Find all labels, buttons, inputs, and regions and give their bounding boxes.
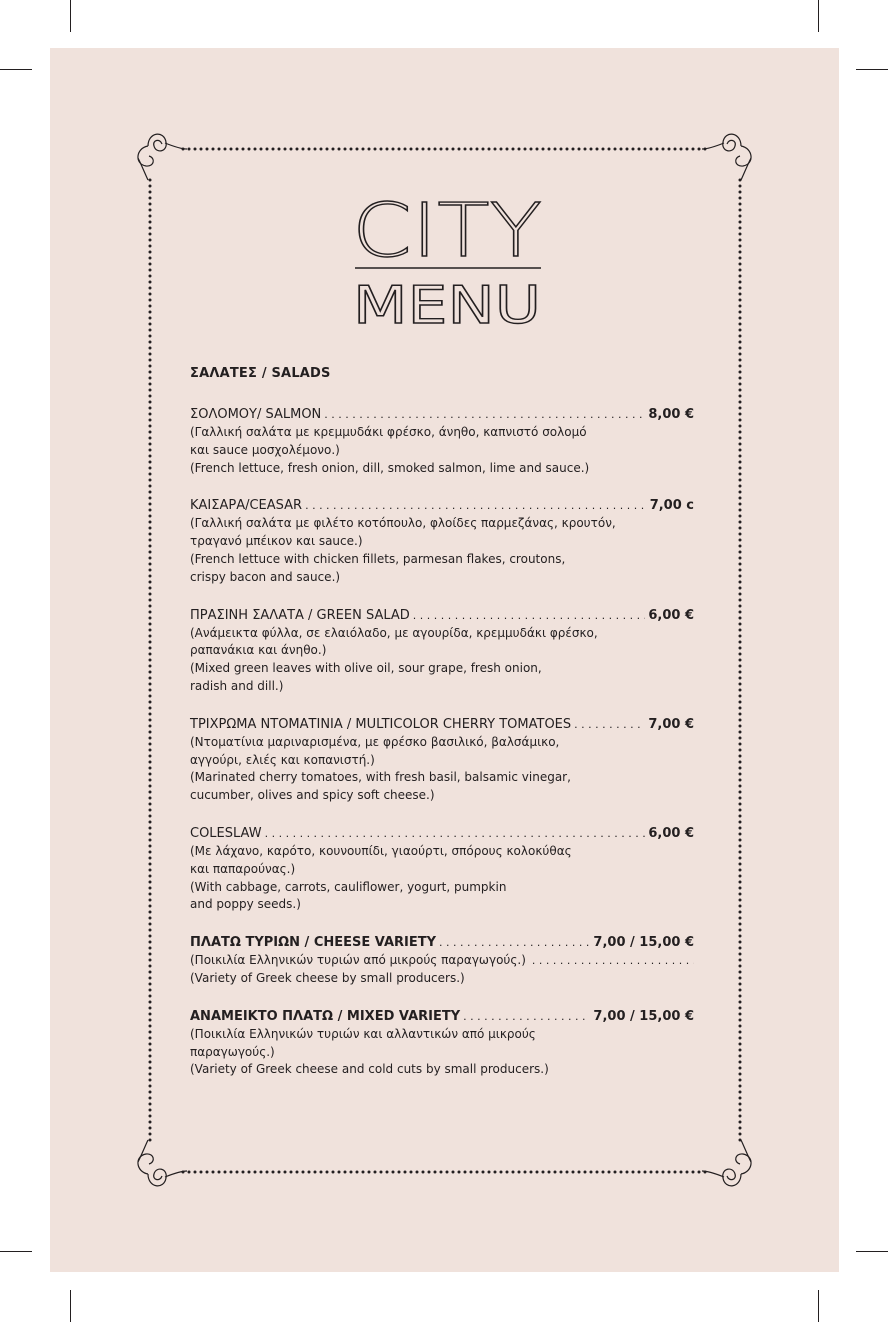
- item-desc-gr: ραπανάκια και άνηθο.): [190, 643, 327, 658]
- corner-flourish-icon: [702, 134, 751, 180]
- leader-dots: [439, 934, 590, 952]
- item-desc-en: and poppy seeds.): [190, 897, 301, 912]
- item-desc-gr: (Ποικιλία Ελληνικών τυριών από μικρούς παραγωγούς.): [190, 953, 526, 968]
- corner-flourish-icon: [138, 1140, 187, 1186]
- item-desc-en: radish and dill.): [190, 678, 284, 693]
- item-desc-gr: (Ντοματίνια μαριναρισμένα, με φρέσκο βασιλικό, βαλσάμικο,: [190, 734, 560, 749]
- menu-content: [190, 366, 694, 1099]
- crop-mark: [818, 1290, 819, 1322]
- city-menu-logo: [345, 192, 550, 332]
- crop-mark: [70, 1290, 71, 1322]
- leader-dots: [265, 825, 646, 843]
- crop-mark: [818, 0, 819, 32]
- item-desc-en: (Variety of Greek cheese by small producers.): [190, 970, 465, 985]
- leader-dots: [413, 607, 646, 625]
- menu-item: [190, 934, 694, 988]
- leader-dots: [324, 406, 645, 424]
- corner-flourish-icon: [138, 134, 187, 180]
- logo-line2: MENU: [353, 276, 541, 332]
- item-price: 7,00 / 15,00 €: [593, 935, 694, 951]
- item-desc-gr: και παπαρούνας.): [190, 861, 296, 876]
- item-desc-gr: (Γαλλική σαλάτα με φιλέτο κοτόπουλο, φλοίδες παρμεζάνας, κρουτόν,: [190, 516, 616, 531]
- item-desc-en: (Marinated cherry tomatoes, with fresh basil, balsamic vinegar,: [190, 770, 571, 785]
- item-desc-en: (French lettuce, fresh onion, dill, smoked salmon, lime and sauce.): [190, 460, 590, 475]
- crop-mark: [0, 69, 32, 70]
- item-desc-gr: (Ανάμεικτα φύλλα, σε ελαιόλαδο, με αγουρίδα, κρεμμυδάκι φρέσκο,: [190, 625, 598, 640]
- item-desc-en: (Variety of Greek cheese and cold cuts by small producers.): [190, 1062, 549, 1077]
- leader-dots: [463, 1008, 590, 1026]
- crop-mark: [0, 1251, 32, 1252]
- corner-flourish-icon: [702, 1140, 751, 1186]
- item-desc-gr: αγγούρι, ελιές και κοπανιστή.): [190, 752, 375, 767]
- item-desc-gr: (Ποικιλία Ελληνικών τυριών και αλλαντικών από μικρούς: [190, 1026, 536, 1041]
- section-title: ΣΑΛΑΤΕΣ / SALADS: [190, 366, 331, 381]
- item-desc-gr: τραγανό μπέικον και sauce.): [190, 534, 363, 549]
- item-desc-en: (With cabbage, carrots, cauliflower, yogurt, pumpkin: [190, 879, 507, 894]
- item-name: ΣΟΛΟΜΟΥ/ SALMON: [190, 407, 322, 422]
- item-name: ΚΑΙΣΑΡΑ/CEASAR: [190, 498, 303, 514]
- item-desc-en: cucumber, olives and spicy soft cheese.): [190, 788, 435, 803]
- leader-dots: [305, 497, 647, 515]
- leader-dots: [574, 716, 645, 734]
- crop-mark: [70, 0, 71, 32]
- menu-item: [190, 406, 694, 477]
- item-name: ΠΡΑΣΙΝΗ ΣΑΛΑΤΑ / GREEN SALAD: [190, 607, 410, 623]
- item-desc-gr: παραγωγούς.): [190, 1044, 275, 1059]
- crop-mark: [856, 1251, 888, 1252]
- menu-item: [190, 716, 694, 805]
- menu-item: [190, 825, 694, 914]
- item-price: 8,00 €: [648, 407, 694, 422]
- item-desc-en: (Mixed green leaves with olive oil, sour grape, fresh onion,: [190, 661, 542, 676]
- menu-item: [190, 607, 694, 696]
- item-desc-gr: (Γαλλική σαλάτα με κρεμμυδάκι φρέσκο, άνηθο, καπνιστό σολομό: [190, 425, 587, 439]
- item-desc-gr: (Με λάχανο, καρότο, κουνουπίδι, γιαούρτι, σπόρους κολοκύθας: [190, 843, 572, 858]
- item-desc-gr: και sauce μοσχολέμονο.): [190, 442, 340, 457]
- item-name: COLESLAW: [190, 825, 262, 841]
- item-desc-en: crispy bacon and sauce.): [190, 569, 341, 584]
- menu-item: [190, 497, 694, 586]
- item-price: 7,00 €: [648, 716, 694, 732]
- item-name: ΤΡΙΧΡΩΜΑ ΝΤΟΜΑΤΙΝΙΑ / MULTICOLOR CHERRY TOMATOES: [190, 716, 572, 732]
- item-price: 7,00 c: [649, 498, 694, 514]
- crop-mark: [856, 69, 888, 70]
- leader-dots: [532, 952, 694, 970]
- logo-line1: CITY: [352, 192, 542, 274]
- item-price: 7,00 / 15,00 €: [593, 1008, 694, 1024]
- item-desc-gr-row: [190, 952, 694, 970]
- item-desc-en: (French lettuce with chicken fillets, parmesan flakes, croutons,: [190, 551, 566, 566]
- item-price: 6,00 €: [648, 825, 694, 841]
- item-name: ΠΛΑΤΩ ΤΥΡΙΩΝ / CHEESE VARIETY: [190, 935, 437, 951]
- item-price: 6,00 €: [648, 607, 694, 623]
- item-name: ΑΝΑΜΕΙΚΤΟ ΠΛΑΤΩ / MIXED VARIETY: [190, 1008, 461, 1024]
- menu-item: [190, 1008, 694, 1079]
